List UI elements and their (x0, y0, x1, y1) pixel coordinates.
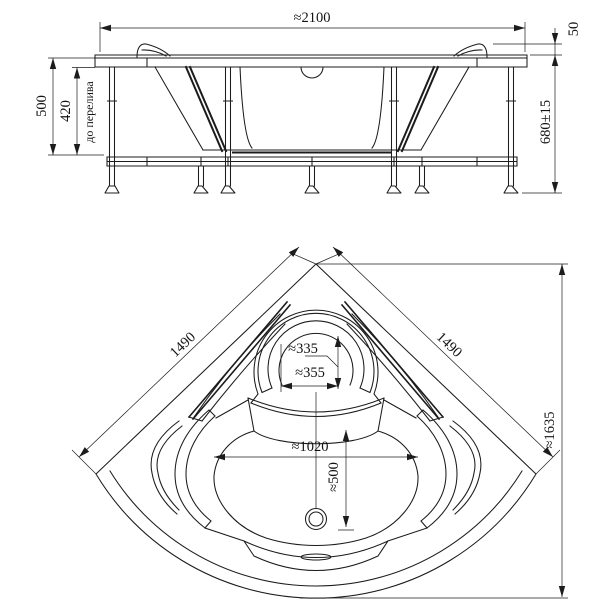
dim-headrest-outer-label: ≈355 (295, 365, 325, 381)
dim-headrest-height-label: 50 (566, 21, 582, 37)
dim-total-height-label: 680±15 (538, 99, 554, 145)
dim-side-right-label: 1490 (432, 329, 466, 361)
rim-profile (95, 55, 527, 67)
armrest-left (175, 410, 215, 528)
armrest-right (417, 410, 457, 528)
dim-headrest-inner-label: ≈335 (288, 341, 318, 357)
tub-walls (155, 67, 469, 150)
frame-legs-long (108, 67, 516, 186)
dim-overall-width-label: ≈2100 (293, 10, 331, 26)
front-elevation-view (34, 10, 582, 193)
drain-circle-inner (309, 512, 323, 526)
dim-bowl-width-label: ≈1020 (291, 439, 329, 455)
dim-line-side-left (79, 247, 299, 457)
dim-depth-420-label: 420 (58, 100, 74, 122)
dim-bowl-center-label: ≈500 (326, 462, 342, 492)
dim-side-left-label: 1490 (166, 329, 200, 361)
dim-depth-500-label: 500 (34, 95, 50, 117)
front-step-band (205, 528, 427, 571)
plan-view (72, 247, 568, 598)
dim-line-side-right (333, 247, 553, 457)
adjustable-feet (105, 186, 518, 193)
overflow-notch (301, 67, 323, 78)
overflow-note-label: до перелива (82, 81, 96, 143)
frame-legs-short (199, 166, 425, 186)
dim-front-span-label: ≈1635 (542, 411, 558, 449)
tub-wall-braces (186, 67, 438, 153)
frame-rails (107, 157, 517, 166)
